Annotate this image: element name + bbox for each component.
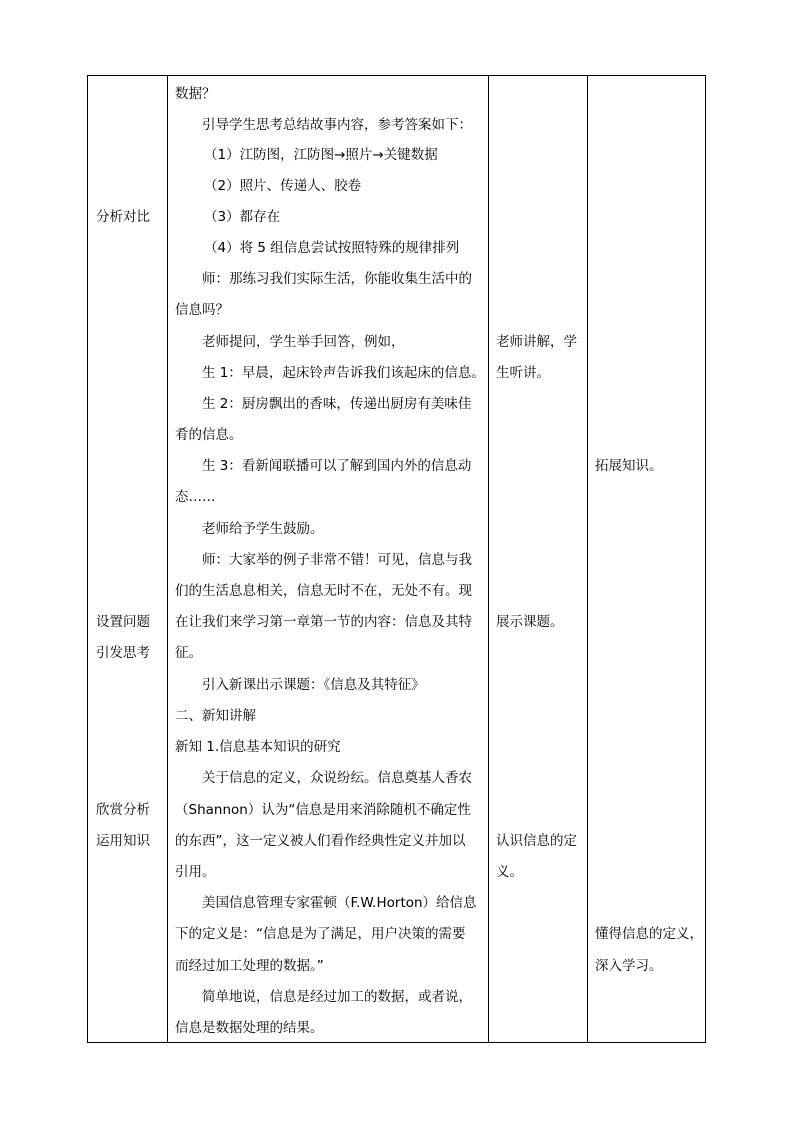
content-line: 征。 — [175, 645, 202, 661]
column-divider-1 — [167, 75, 168, 1043]
stage-set-question-2: 引发思考 — [96, 645, 150, 661]
activity-line: 展示课题。 — [496, 614, 564, 630]
content-line: 老师提问，学生举手回答，例如， — [202, 334, 405, 350]
content-line: 关于信息的定义，众说纷纭。信息奠基人香农 — [202, 770, 472, 786]
stage-apply-1: 欣赏分析 — [96, 802, 150, 818]
column-divider-2 — [488, 75, 489, 1043]
lesson-title-line: 引入新课出示课题：《信息及其特征》 — [202, 677, 425, 693]
content-line: 师：大家举的例子非常不错！可见，信息与我 — [202, 552, 472, 568]
content-line: 信息是数据处理的结果。 — [175, 1020, 324, 1036]
stage-analysis: 分析对比 — [96, 209, 150, 225]
column-divider-3 — [587, 75, 588, 1043]
content-line: （1）江防图，江防图→照片→关键数据 — [204, 147, 438, 163]
content-line: 老师给予学生鼓励。 — [202, 521, 324, 537]
content-line: （3）都存在 — [204, 209, 281, 225]
content-line: 态…… — [175, 489, 216, 505]
content-line: 生 3：看新闻联播可以了解到国内外的信息动 — [202, 458, 472, 474]
intent-line: 深入学习。 — [595, 958, 663, 974]
content-line: 们的生活息息相关，信息无时不在，无处不有。现 — [175, 583, 472, 599]
activity-line: 老师讲解，学 — [496, 334, 577, 350]
content-line: 的东西”，这一定义被人们看作经典性定义并加以 — [175, 833, 466, 849]
content-line: （4）将 5 组信息尝试按照特殊的规律排列 — [204, 240, 460, 256]
content-line: 数据？ — [175, 86, 216, 102]
intent-line: 拓展知识。 — [595, 458, 663, 474]
intent-line: 懂得信息的定义， — [595, 926, 703, 942]
activity-line: 义。 — [496, 864, 523, 880]
content-line: 信息吗？ — [175, 302, 229, 318]
stage-set-question-1: 设置问题 — [96, 614, 150, 630]
section-heading: 二、新知讲解 — [175, 708, 256, 724]
content-line: （Shannon）认为“信息是用来消除随机不确定性 — [175, 802, 471, 818]
content-line: 引用。 — [175, 864, 216, 880]
content-line: 简单地说，信息是经过加工的数据，或者说， — [202, 989, 472, 1005]
content-line: 而经过加工处理的数据。” — [175, 958, 324, 974]
content-line: 下的定义是：“信息是为了满足，用户决策的需要 — [175, 926, 466, 942]
subsection-heading: 新知 1.信息基本知识的研究 — [175, 739, 341, 755]
content-line: 生 1：早晨，起床铃声告诉我们该起床的信息。 — [202, 365, 485, 381]
content-line: 师：那练习我们实际生活，你能收集生活中的 — [202, 271, 472, 287]
activity-line: 生听讲。 — [496, 365, 550, 381]
content-line: 美国信息管理专家霍顿（F.W.Horton）给信息 — [202, 895, 477, 911]
content-line: 引导学生思考总结故事内容，参考答案如下： — [202, 117, 472, 133]
content-line: 在让我们来学习第一章第一节的内容：信息及其特 — [175, 614, 472, 630]
content-line: （2）照片、传递人、胶卷 — [204, 178, 362, 194]
activity-line: 认识信息的定 — [496, 833, 577, 849]
content-line: 生 2：厨房飘出的香味，传递出厨房有美味佳 — [202, 396, 472, 412]
stage-apply-2: 运用知识 — [96, 833, 150, 849]
content-line: 肴的信息。 — [175, 427, 243, 443]
